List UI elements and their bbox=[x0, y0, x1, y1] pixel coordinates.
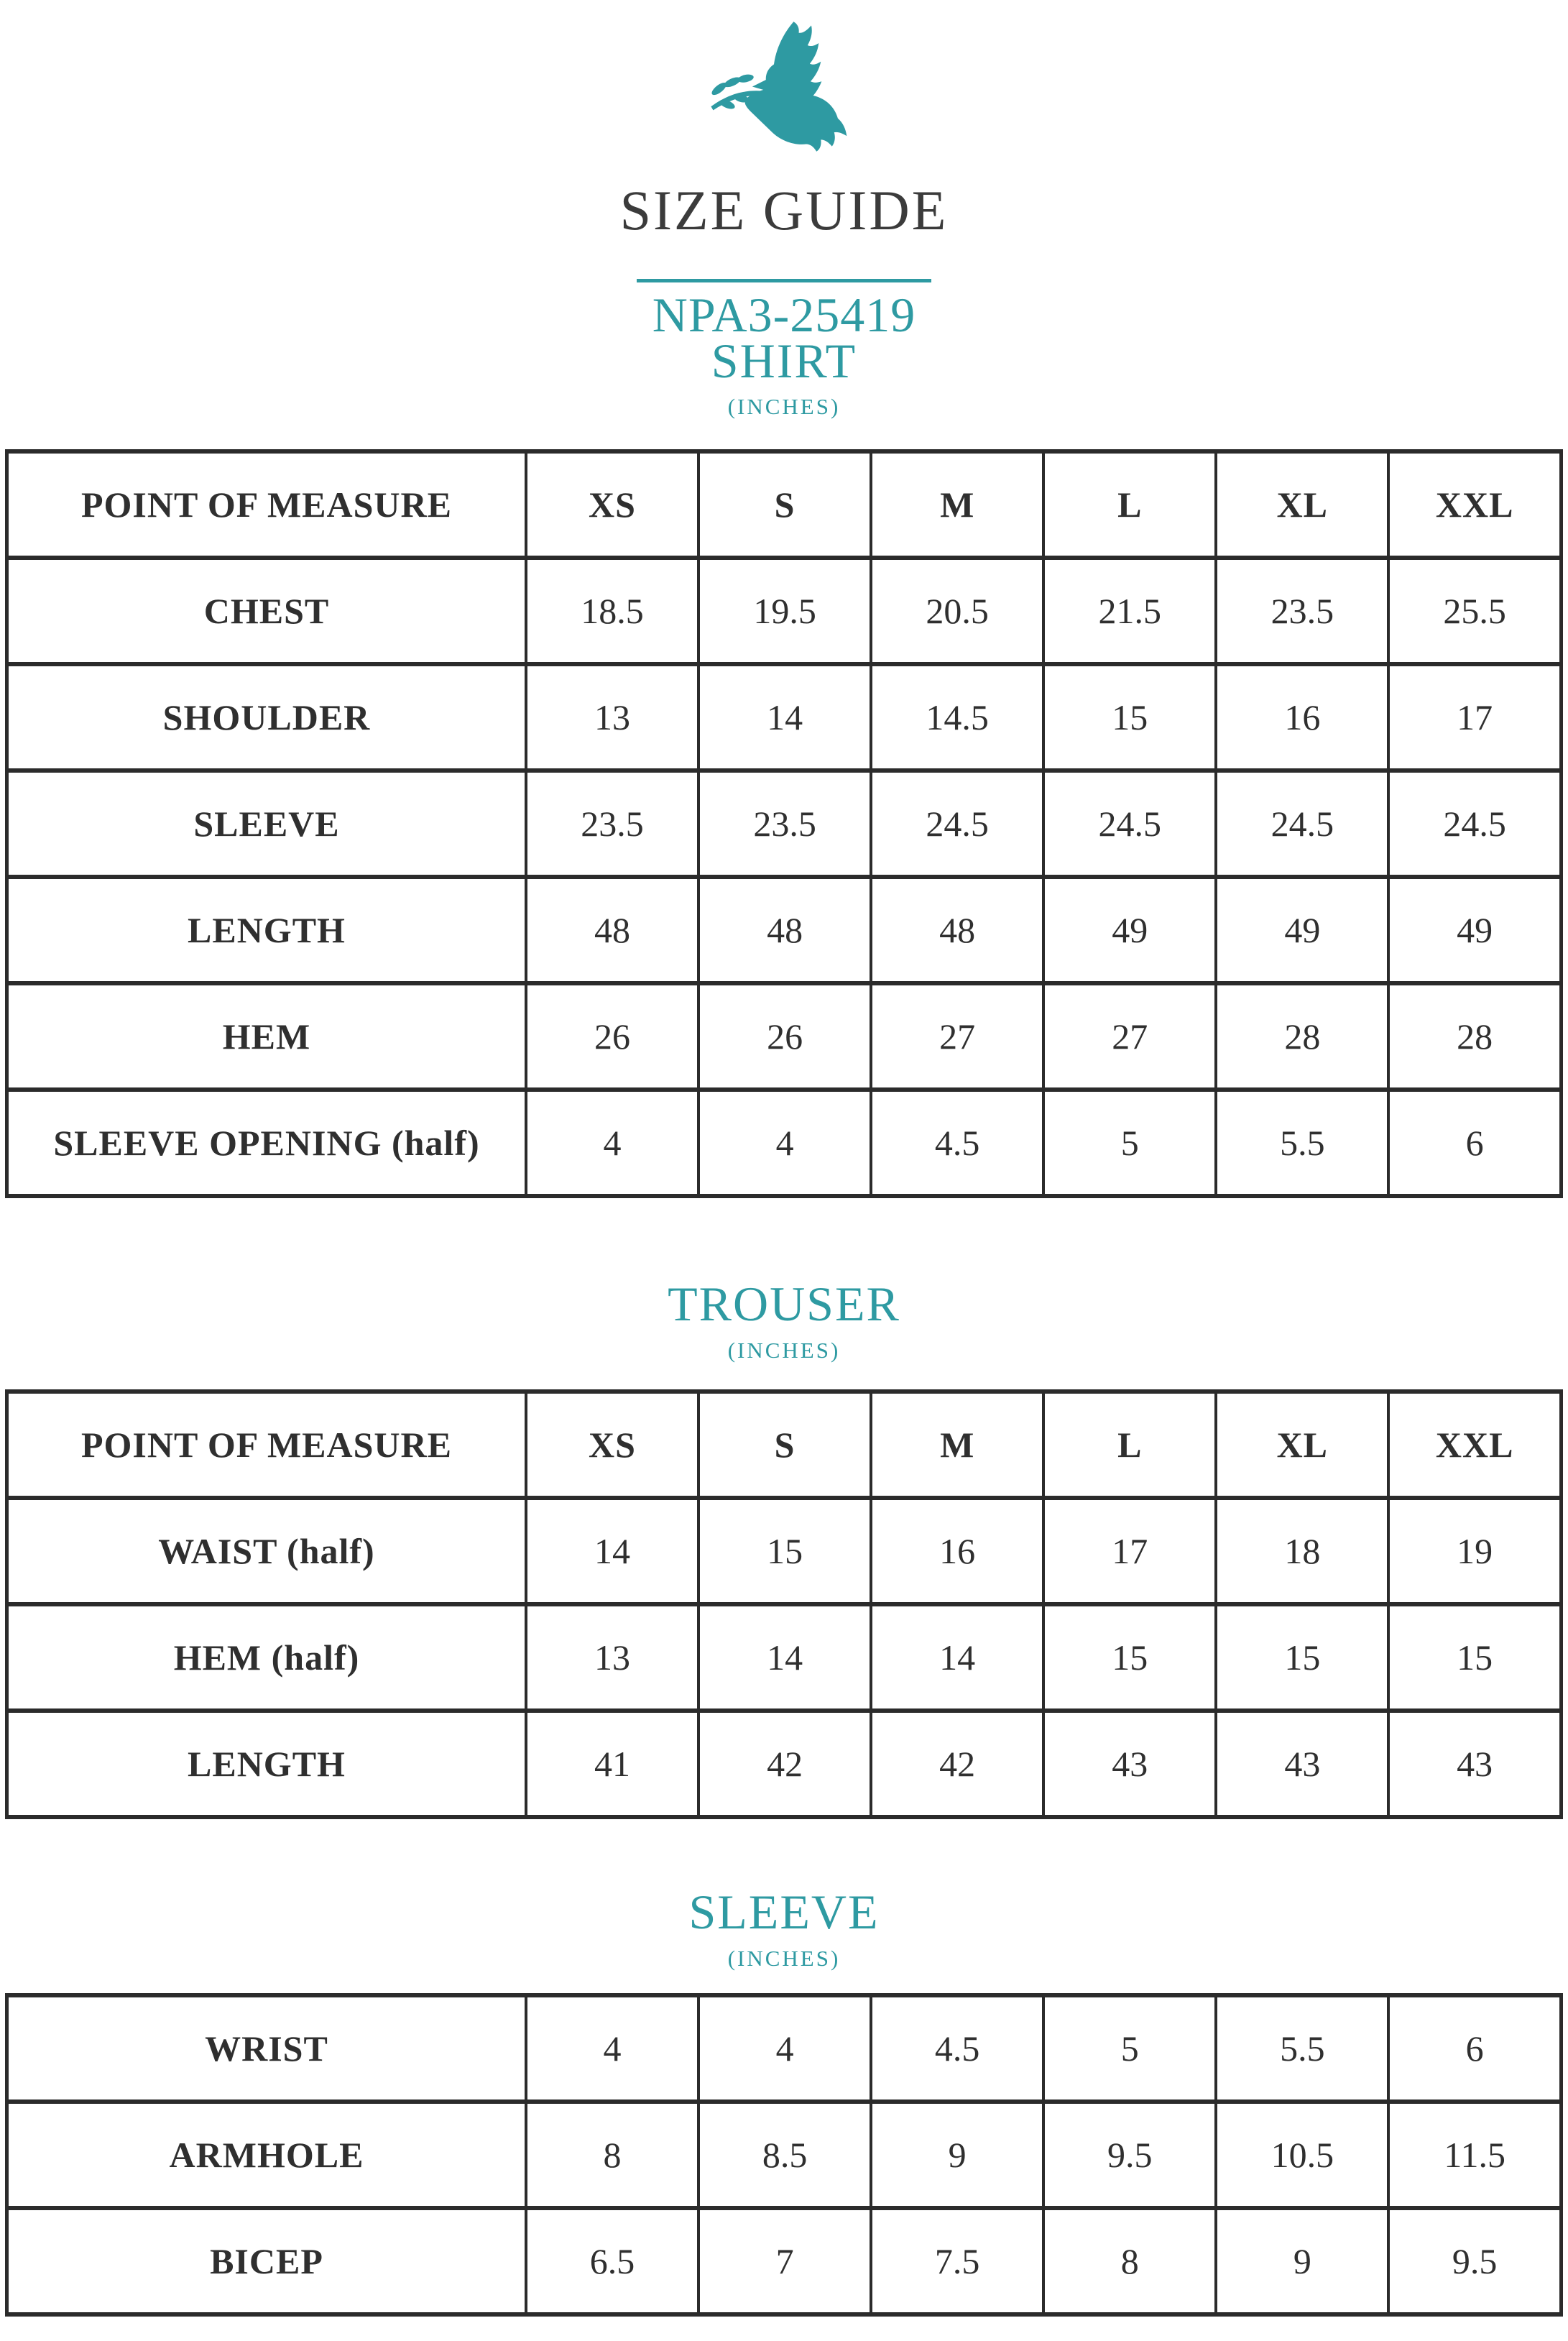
measurement-value: 13 bbox=[526, 664, 698, 771]
measurement-value: 28 bbox=[1388, 983, 1561, 1090]
section-heading-sleeve: SLEEVE bbox=[688, 1885, 880, 1939]
measurement-value: 24.5 bbox=[871, 771, 1043, 877]
row-label: CHEST bbox=[7, 558, 526, 664]
measurement-value: 6 bbox=[1388, 1995, 1561, 2102]
measurement-value: 23.5 bbox=[526, 771, 698, 877]
row-label: BICEP bbox=[7, 2208, 526, 2314]
measurement-value: 6.5 bbox=[526, 2208, 698, 2314]
measurement-value: 4 bbox=[526, 1995, 698, 2102]
column-header-point-of-measure: POINT OF MEASURE bbox=[7, 1392, 526, 1498]
measurement-value: 7 bbox=[698, 2208, 871, 2314]
measurement-value: 5.5 bbox=[1216, 1090, 1388, 1196]
measurement-value: 25.5 bbox=[1388, 558, 1561, 664]
measurement-value: 8.5 bbox=[698, 2102, 871, 2208]
measurement-row bbox=[7, 1604, 1562, 1711]
measurement-value: 19.5 bbox=[698, 558, 871, 664]
measurement-value: 24.5 bbox=[1216, 771, 1388, 877]
measurement-value: 8 bbox=[1043, 2208, 1216, 2314]
measurement-value: 27 bbox=[1043, 983, 1216, 1090]
section-heading-trouser: TROUSER bbox=[668, 1277, 900, 1331]
measurement-value: 9 bbox=[871, 2102, 1043, 2208]
measurement-value: 42 bbox=[871, 1711, 1043, 1817]
measurement-value: 5 bbox=[1043, 1090, 1216, 1196]
measurement-value: 7.5 bbox=[871, 2208, 1043, 2314]
measurement-value: 9.5 bbox=[1388, 2208, 1561, 2314]
column-header-point-of-measure: POINT OF MEASURE bbox=[7, 451, 526, 558]
measurement-value: 49 bbox=[1043, 877, 1216, 983]
measurement-value: 41 bbox=[526, 1711, 698, 1817]
measurement-value: 5 bbox=[1043, 1995, 1216, 2102]
measurement-value: 48 bbox=[526, 877, 698, 983]
measurement-row bbox=[7, 558, 1562, 664]
measurement-value: 14.5 bbox=[871, 664, 1043, 771]
measurement-value: 15 bbox=[698, 1498, 871, 1604]
measurement-value: 43 bbox=[1388, 1711, 1561, 1817]
measurement-value: 21.5 bbox=[1043, 558, 1216, 664]
measurement-value: 9 bbox=[1216, 2208, 1388, 2314]
row-label: ARMHOLE bbox=[7, 2102, 526, 2208]
measurement-value: 11.5 bbox=[1388, 2102, 1561, 2208]
measurement-value: 16 bbox=[1216, 664, 1388, 771]
measurement-value: 13 bbox=[526, 1604, 698, 1711]
measurement-row bbox=[7, 877, 1562, 983]
shirt-size-table bbox=[5, 449, 1563, 1198]
column-header-size-xxl: XXL bbox=[1388, 1392, 1561, 1498]
measurement-value: 17 bbox=[1043, 1498, 1216, 1604]
measurement-value: 4 bbox=[526, 1090, 698, 1196]
measurement-value: 49 bbox=[1216, 877, 1388, 983]
column-header-size-l: L bbox=[1043, 1392, 1216, 1498]
measurement-value: 28 bbox=[1216, 983, 1388, 1090]
section-unit-shirt: (INCHES) bbox=[727, 394, 841, 419]
measurement-value: 10.5 bbox=[1216, 2102, 1388, 2208]
column-header-size-xs: XS bbox=[526, 451, 698, 558]
measurement-row bbox=[7, 983, 1562, 1090]
measurement-row bbox=[7, 1995, 1562, 2102]
measurement-value: 24.5 bbox=[1043, 771, 1216, 877]
measurement-value: 16 bbox=[871, 1498, 1043, 1604]
measurement-value: 24.5 bbox=[1388, 771, 1561, 877]
row-label: HEM (half) bbox=[7, 1604, 526, 1711]
measurement-value: 43 bbox=[1216, 1711, 1388, 1817]
measurement-value: 26 bbox=[526, 983, 698, 1090]
measurement-row bbox=[7, 1090, 1562, 1196]
measurement-value: 23.5 bbox=[698, 771, 871, 877]
measurement-value: 14 bbox=[526, 1498, 698, 1604]
measurement-value: 14 bbox=[698, 1604, 871, 1711]
measurement-value: 5.5 bbox=[1216, 1995, 1388, 2102]
row-label: LENGTH bbox=[7, 1711, 526, 1817]
product-code: NPA3-25419 bbox=[652, 288, 916, 342]
measurement-value: 15 bbox=[1216, 1604, 1388, 1711]
row-label: WAIST (half) bbox=[7, 1498, 526, 1604]
table-header-row bbox=[7, 1392, 1562, 1498]
measurement-value: 4 bbox=[698, 1090, 871, 1196]
measurement-value: 43 bbox=[1043, 1711, 1216, 1817]
row-label: WRIST bbox=[7, 1995, 526, 2102]
measurement-value: 4 bbox=[698, 1995, 871, 2102]
measurement-value: 49 bbox=[1388, 877, 1561, 983]
measurement-row bbox=[7, 771, 1562, 877]
measurement-row bbox=[7, 1498, 1562, 1604]
column-header-size-xs: XS bbox=[526, 1392, 698, 1498]
measurement-value: 14 bbox=[871, 1604, 1043, 1711]
measurement-value: 42 bbox=[698, 1711, 871, 1817]
measurement-row bbox=[7, 1711, 1562, 1817]
measurement-row bbox=[7, 2102, 1562, 2208]
section-unit-trouser: (INCHES) bbox=[727, 1338, 841, 1363]
measurement-value: 27 bbox=[871, 983, 1043, 1090]
measurement-value: 20.5 bbox=[871, 558, 1043, 664]
measurement-value: 15 bbox=[1388, 1604, 1561, 1711]
measurement-value: 4.5 bbox=[871, 1090, 1043, 1196]
section-unit-sleeve: (INCHES) bbox=[727, 1946, 841, 1971]
measurement-value: 14 bbox=[698, 664, 871, 771]
column-header-size-xl: XL bbox=[1216, 1392, 1388, 1498]
column-header-size-m: M bbox=[871, 451, 1043, 558]
measurement-value: 23.5 bbox=[1216, 558, 1388, 664]
column-header-size-m: M bbox=[871, 1392, 1043, 1498]
measurement-value: 8 bbox=[526, 2102, 698, 2208]
trouser-size-table bbox=[5, 1389, 1563, 1819]
row-label: SLEEVE OPENING (half) bbox=[7, 1090, 526, 1196]
measurement-value: 18 bbox=[1216, 1498, 1388, 1604]
dove-olive-branch-icon bbox=[699, 20, 869, 183]
column-header-size-xl: XL bbox=[1216, 451, 1388, 558]
measurement-value: 15 bbox=[1043, 1604, 1216, 1711]
column-header-size-xxl: XXL bbox=[1388, 451, 1561, 558]
measurement-row bbox=[7, 664, 1562, 771]
measurement-value: 19 bbox=[1388, 1498, 1561, 1604]
measurement-value: 26 bbox=[698, 983, 871, 1090]
sleeve-size-table bbox=[5, 1993, 1563, 2317]
row-label: SHOULDER bbox=[7, 664, 526, 771]
measurement-value: 9.5 bbox=[1043, 2102, 1216, 2208]
measurement-value: 48 bbox=[698, 877, 871, 983]
table-header-row bbox=[7, 451, 1562, 558]
measurement-value: 15 bbox=[1043, 664, 1216, 771]
title-underline bbox=[637, 279, 931, 282]
page-title: SIZE GUIDE bbox=[619, 179, 949, 242]
section-heading-shirt: SHIRT bbox=[711, 334, 857, 388]
column-header-size-s: S bbox=[698, 451, 871, 558]
measurement-value: 18.5 bbox=[526, 558, 698, 664]
measurement-value: 17 bbox=[1388, 664, 1561, 771]
row-label: HEM bbox=[7, 983, 526, 1090]
column-header-size-l: L bbox=[1043, 451, 1216, 558]
row-label: LENGTH bbox=[7, 877, 526, 983]
measurement-value: 48 bbox=[871, 877, 1043, 983]
measurement-value: 6 bbox=[1388, 1090, 1561, 1196]
measurement-value: 4.5 bbox=[871, 1995, 1043, 2102]
row-label: SLEEVE bbox=[7, 771, 526, 877]
column-header-size-s: S bbox=[698, 1392, 871, 1498]
measurement-row bbox=[7, 2208, 1562, 2314]
